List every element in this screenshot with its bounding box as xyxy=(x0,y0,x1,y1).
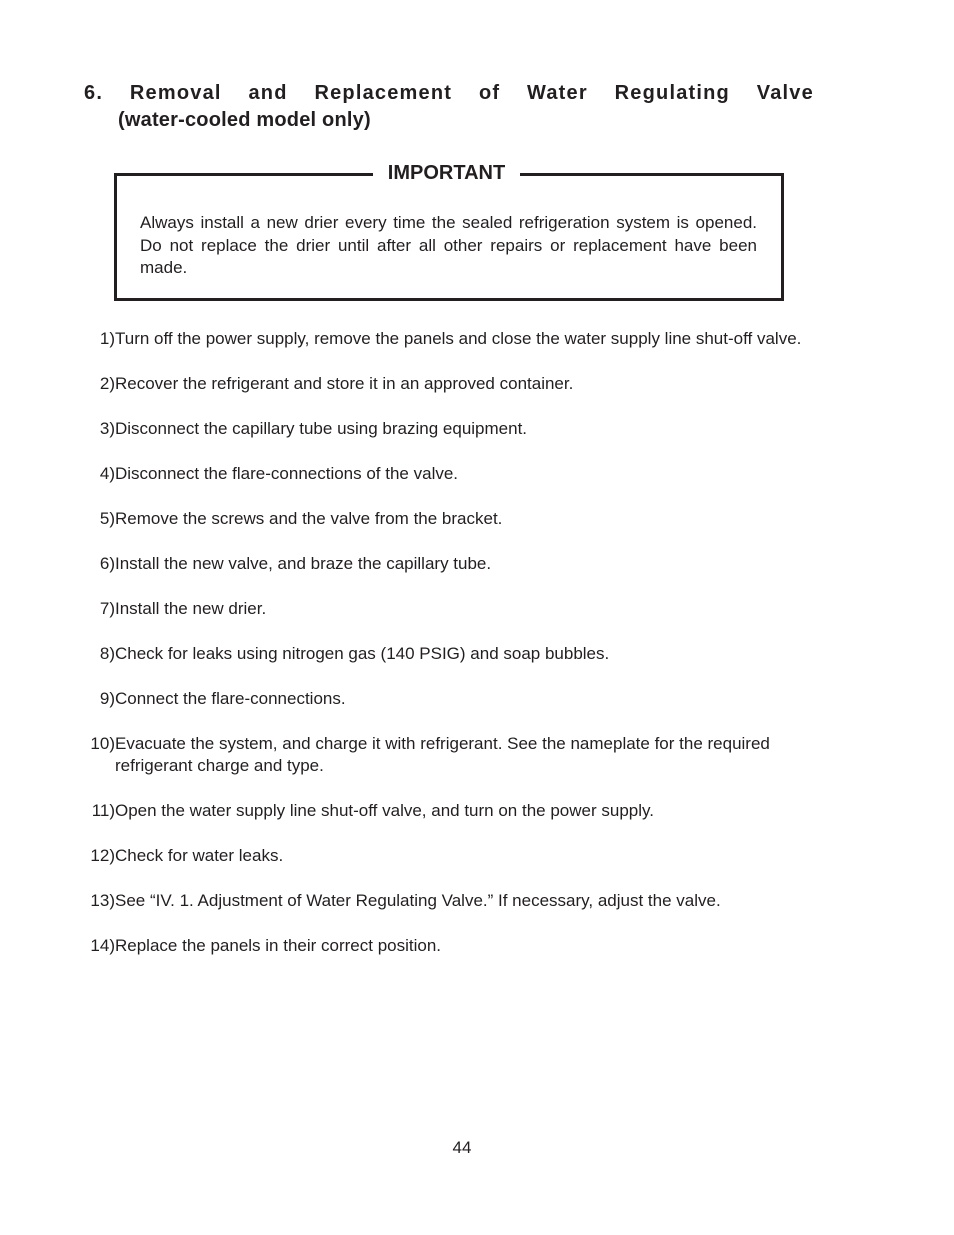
heading-word: Water xyxy=(527,82,588,104)
heading-word: Replacement xyxy=(314,82,453,104)
step-item xyxy=(84,890,824,912)
step-text: Turn off the power supply, remove the panels and close the water supply line shut-off valve. xyxy=(115,329,802,348)
page-number: 44 xyxy=(452,1138,472,1157)
step-item xyxy=(84,845,824,867)
section-heading xyxy=(84,80,814,134)
step-number: 11) xyxy=(91,801,115,820)
step-number: 9) xyxy=(99,689,115,708)
step-item xyxy=(84,688,824,710)
step-item xyxy=(84,508,824,530)
step-number: 3) xyxy=(99,419,115,438)
heading-word: Removal xyxy=(129,82,222,104)
heading-word: Valve xyxy=(756,82,814,104)
step-number: 6) xyxy=(99,554,115,573)
step-text: Check for leaks using nitrogen gas (140 PSIG) and soap bubbles. xyxy=(115,644,610,663)
step-item xyxy=(84,935,824,957)
heading-word: and xyxy=(248,82,288,104)
step-text: Disconnect the flare-connections of the valve. xyxy=(115,464,459,483)
step-text: Open the water supply line shut-off valve, and turn on the power supply. xyxy=(115,801,654,820)
step-text: Install the new drier. xyxy=(115,599,267,618)
step-number: 2) xyxy=(99,374,115,393)
step-text: Remove the screws and the valve from the bracket. xyxy=(115,509,503,528)
step-text: Recover the refrigerant and store it in an approved container. xyxy=(115,374,574,393)
step-text: Disconnect the capillary tube using brazing equipment. xyxy=(115,419,528,438)
step-text: Install the new valve, and braze the capillary tube. xyxy=(115,554,492,573)
step-number: 4) xyxy=(99,464,115,483)
step-number: 12) xyxy=(90,846,115,865)
step-item xyxy=(84,328,824,350)
step-text: Evacuate the system, and charge it with refrigerant. See the nameplate for the required refrigerant charge and type. xyxy=(115,734,770,775)
step-number: 13) xyxy=(90,891,115,910)
step-item xyxy=(84,643,824,665)
step-text: Replace the panels in their correct position. xyxy=(115,936,442,955)
step-item xyxy=(84,733,824,777)
step-item xyxy=(84,373,824,395)
step-number: 7) xyxy=(99,599,115,618)
step-text: Connect the flare-connections. xyxy=(115,689,346,708)
section-heading-subtitle: (water-cooled model only) xyxy=(118,109,371,131)
step-item xyxy=(84,800,824,822)
procedure-steps xyxy=(84,328,824,980)
step-text: See “IV. 1. Adjustment of Water Regulating Valve.” If necessary, adjust the valve. xyxy=(115,891,721,910)
important-label: IMPORTANT xyxy=(373,160,520,186)
step-number: 1) xyxy=(99,329,115,348)
important-text: Always install a new drier every time the sealed refrigeration system is opened. Do not replace the drier until after all other repairs or replacement have been made. xyxy=(140,213,757,277)
section-heading-line1 xyxy=(84,80,814,107)
heading-word: of xyxy=(478,82,501,104)
heading-word: 6. xyxy=(84,82,104,104)
heading-word: Regulating xyxy=(614,82,730,104)
step-item xyxy=(84,598,824,620)
step-item xyxy=(84,553,824,575)
step-item xyxy=(84,463,824,485)
step-number: 14) xyxy=(90,936,115,955)
step-number: 5) xyxy=(99,509,115,528)
step-text: Check for water leaks. xyxy=(115,846,284,865)
step-number: 8) xyxy=(99,644,115,663)
step-item xyxy=(84,418,824,440)
step-number: 10) xyxy=(90,734,115,753)
